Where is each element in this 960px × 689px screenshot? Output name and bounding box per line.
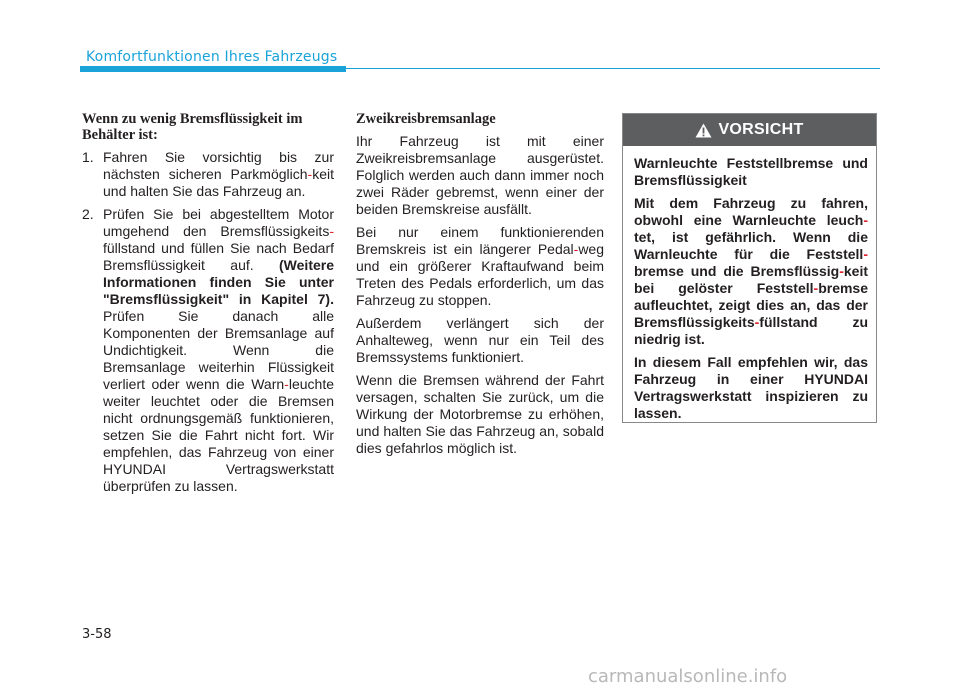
list-item xyxy=(82,149,334,200)
chapter-reference: (Weitere Informationen finden Sie unter "Bremsflüssigkeit" in Kapitel 7). xyxy=(103,257,334,307)
caution-header xyxy=(623,114,876,146)
left-column xyxy=(82,111,334,501)
text-run: Mit dem Fahrzeug zu fahren, obwohl eine Warnleuchte leuch xyxy=(634,195,868,228)
list-text xyxy=(103,149,334,200)
hyphen: - xyxy=(573,241,579,257)
caution-box xyxy=(622,113,877,423)
hyphen: - xyxy=(284,376,289,392)
text-run: keit bei gelöster Feststell xyxy=(634,263,868,296)
text-run: weg und ein größerer Kraftaufwand beim Treten des Pedals erforderlich, um das Fahrzeug zu stoppen. xyxy=(356,241,604,308)
list-number: 2. xyxy=(82,206,94,222)
text-run: keit und halten Sie das Fahrzeug an. xyxy=(103,166,334,199)
section-title: Komfortfunktionen Ihres Fahrzeugs xyxy=(86,49,338,65)
dual-circuit-heading: Zweikreisbremsanlage xyxy=(356,111,496,127)
paragraph: Wenn die Bremsen während der Fahrt versagen, schalten Sie zurück, um die Wirkung der Motorbremse zu erhöhen, und halten Sie das Fahrzeug an, sobald dies gefahrlos möglich ist. xyxy=(356,372,604,456)
text-run: leuchte weiter leuchtet oder die Bremsen nicht ordnungsgemäß funktionieren, setzen Sie die Fahrt nicht fort. Wir empfehlen, das Fahrzeug von einer HYUNDAI Vertragswerkstatt überprüfen zu lassen. xyxy=(103,376,334,494)
text-run: bremse aufleuchtet, zeigt dies an, das der Bremsflüssigkeits xyxy=(634,280,868,330)
middle-column xyxy=(356,111,604,463)
hyphen: - xyxy=(813,280,819,296)
watermark: carmanualsonline.info xyxy=(588,666,788,687)
text-run: Bei nur einem funktionierenden Bremskreis ist ein längerer Pedal xyxy=(356,224,604,257)
section-title-bar xyxy=(80,66,346,72)
paragraph xyxy=(356,224,604,309)
caution-label: VORSICHT xyxy=(718,121,804,138)
hyphen: - xyxy=(754,314,760,330)
hyphen: - xyxy=(839,263,844,279)
text-run: füllstand und füllen Sie nach Bedarf Bremsflüssigkeit auf. xyxy=(103,240,334,273)
text-run: Prüfen Sie danach alle Komponenten der Bremsanlage auf Undichtigkeit. Wenn die Bremsanlage weiterhin Flüssigkeit verliert oder wenn die Warn xyxy=(103,308,334,392)
caution-title: Warnleuchte Feststellbremse und Bremsflüssigkeit xyxy=(634,155,868,188)
caution-paragraph xyxy=(634,195,868,348)
header-rule xyxy=(346,68,880,69)
text-run: Prüfen Sie bei abgestelltem Motor umgehend den Bremsflüssigkeits xyxy=(103,206,334,239)
text-run: füllstand zu niedrig ist. xyxy=(634,314,868,347)
hyphen: - xyxy=(863,246,868,262)
text-run: tet, ist gefährlich. Wenn die Warnleuchte für die Feststell xyxy=(634,229,868,262)
text-run: Fahren Sie vorsichtig bis zur nächsten sicheren Parkmöglich xyxy=(103,149,334,182)
caution-paragraph: In diesem Fall empfehlen wir, das Fahrzeug in einer HYUNDAI Vertragswerkstatt inspizieren zu lassen. xyxy=(634,354,868,421)
text-run: bremse und die Bremsflüssig xyxy=(634,263,840,279)
page-number: 3-58 xyxy=(82,627,112,642)
list-text xyxy=(103,206,334,495)
warning-triangle-icon xyxy=(695,123,712,138)
hyphen: - xyxy=(329,223,334,239)
hyphen: - xyxy=(307,166,313,182)
hyphen: - xyxy=(863,212,868,228)
low-fluid-heading: Wenn zu wenig Bremsflüssigkeit im Behälter ist: xyxy=(82,111,303,143)
paragraph: Ihr Fahrzeug ist mit einer Zweikreisbremsanlage ausgerüstet. Folglich werden auch dann immer noch zwei Räder gebremst, wenn einer der beiden Bremskreise ausfällt. xyxy=(356,133,604,217)
paragraph: Außerdem verlängert sich der Anhalteweg, wenn nur ein Teil des Bremssystems funktioniert. xyxy=(356,315,604,365)
caution-body xyxy=(623,146,876,422)
list-item xyxy=(82,206,334,495)
list-number: 1. xyxy=(82,149,94,165)
